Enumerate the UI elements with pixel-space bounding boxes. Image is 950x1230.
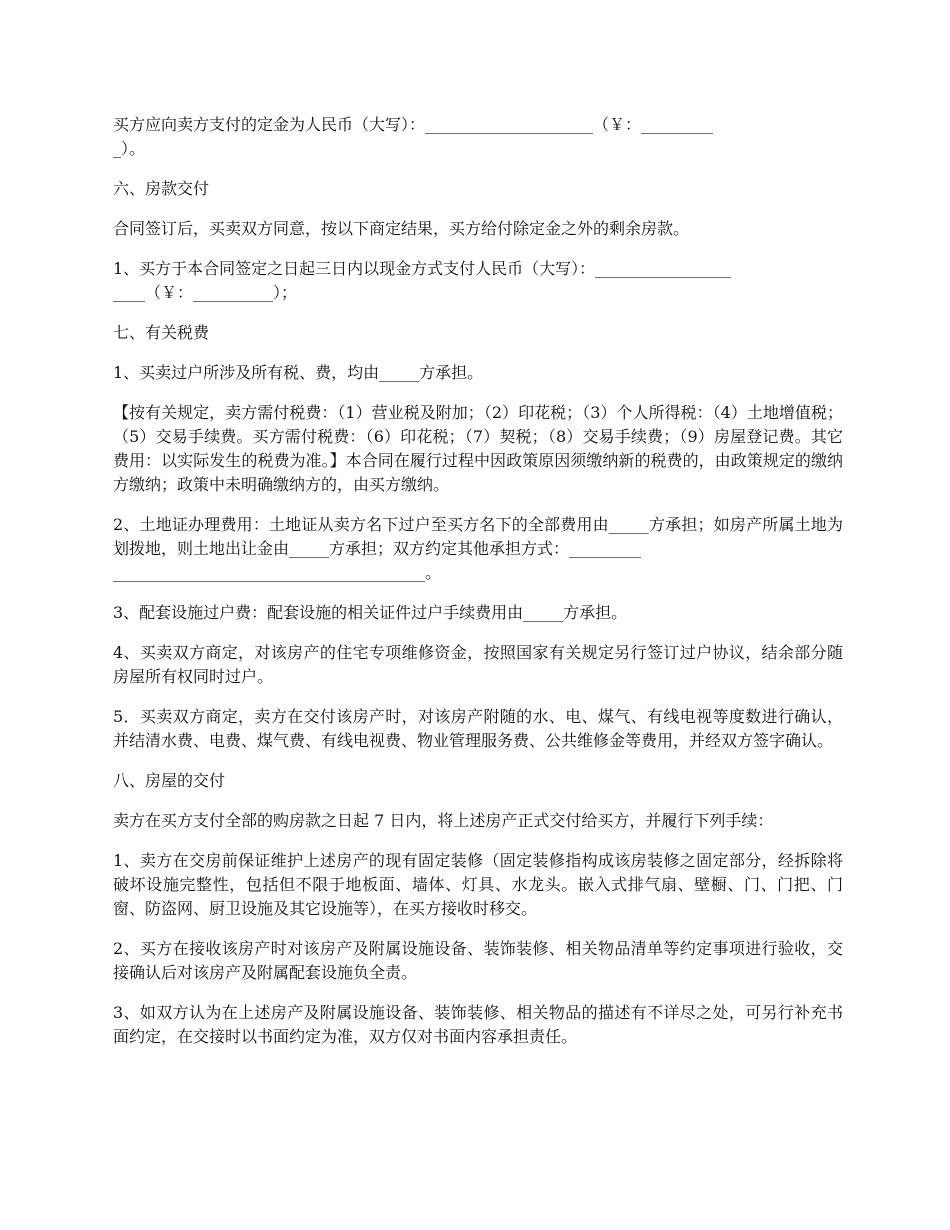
tax-clause-4: 4、买卖双方商定，对该房产的住宅专项维修资金，按照国家有关规定另行签订过户协议，结余部分随房屋所有权同时过户。	[113, 643, 843, 686]
document-page	[113, 113, 843, 1065]
tax-clause-3: 3、配套设施过户费：配套设施的相关证件过户手续费用由_____方承担。	[113, 603, 628, 622]
deposit-amount-clause: 买方应向卖方支付的定金为人民币（大写）：_____________________（￥：_________ _）。	[113, 115, 714, 158]
tax-clause-5: 5．买卖双方商定，卖方在交付该房产时，对该房产附随的水、电、煤气、有线电视等度数进行确认，并结清水费、电费、煤气费、有线电视费、物业管理服务费、公共维修金等费用，并经双方签字确认。	[113, 707, 843, 750]
delivery-intro-paragraph: 卖方在买方支付全部的购房款之日起 7 日内，将上述房产正式交付给买方，并履行下列手续：	[113, 811, 774, 830]
payment-intro-paragraph: 合同签订后，买卖双方同意，按以下商定结果，买方给付除定金之外的剩余房款。	[113, 219, 690, 238]
delivery-clause-1: 1、卖方在交房前保证维护上述房产的现有固定装修（固定装修指构成该房装修之固定部分，经拆除将破坏设施完整性，包括但不限于地板面、墙体、灯具、水龙头。嵌入式排气扇、壁橱、门、门把、门窗、防盗网、厨卫设施及其它设施等），在买方接收时移交。	[113, 851, 843, 918]
section-heading-taxes: 七、有关税费	[113, 323, 210, 342]
tax-clause-1: 1、买卖过户所涉及所有税、费，均由_____方承担。	[113, 363, 484, 382]
payment-clause-1: 1、买方于本合同签定之日起三日内以现金方式支付人民币（大写）：_________________ ____（￥：__________）；	[113, 259, 732, 302]
section-heading-payment: 六、房款交付	[113, 179, 210, 198]
tax-regulation-note: 【按有关规定，卖方需付税费：（1）营业税及附加；（2）印花税；（3）个人所得税：（4）土地增值税；（5）交易手续费。买方需付税费：（6）印花税；（7）契税；（8）交易手续费；（9）房屋登记费。其它费用：以实际发生的税费为准。】本合同在履行过程中因政策原因须缴纳新的税费的，由政策规定的缴纳方缴纳；政策中未明确缴纳方的，由买方缴纳。	[113, 403, 843, 494]
delivery-clause-2: 2、买方在接收该房产时对该房产及附属设施设备、装饰装修、相关物品清单等约定事项进行验收，交接确认后对该房产及附属配套设施负全责。	[113, 939, 843, 982]
section-heading-delivery: 八、房屋的交付	[113, 771, 226, 790]
delivery-clause-3: 3、如双方认为在上述房产及附属设施设备、装饰装修、相关物品的描述有不详尽之处，可另行补充书面约定，在交接时以书面约定为准，双方仅对书面内容承担责任。	[113, 1003, 843, 1046]
tax-clause-2: 2、土地证办理费用：土地证从卖方名下过户至买方名下的全部费用由_____方承担；如房产所属土地为划拨地，则土地出让金由_____方承担；双方约定其他承担方式：_________ _______________________________________。	[113, 515, 843, 582]
